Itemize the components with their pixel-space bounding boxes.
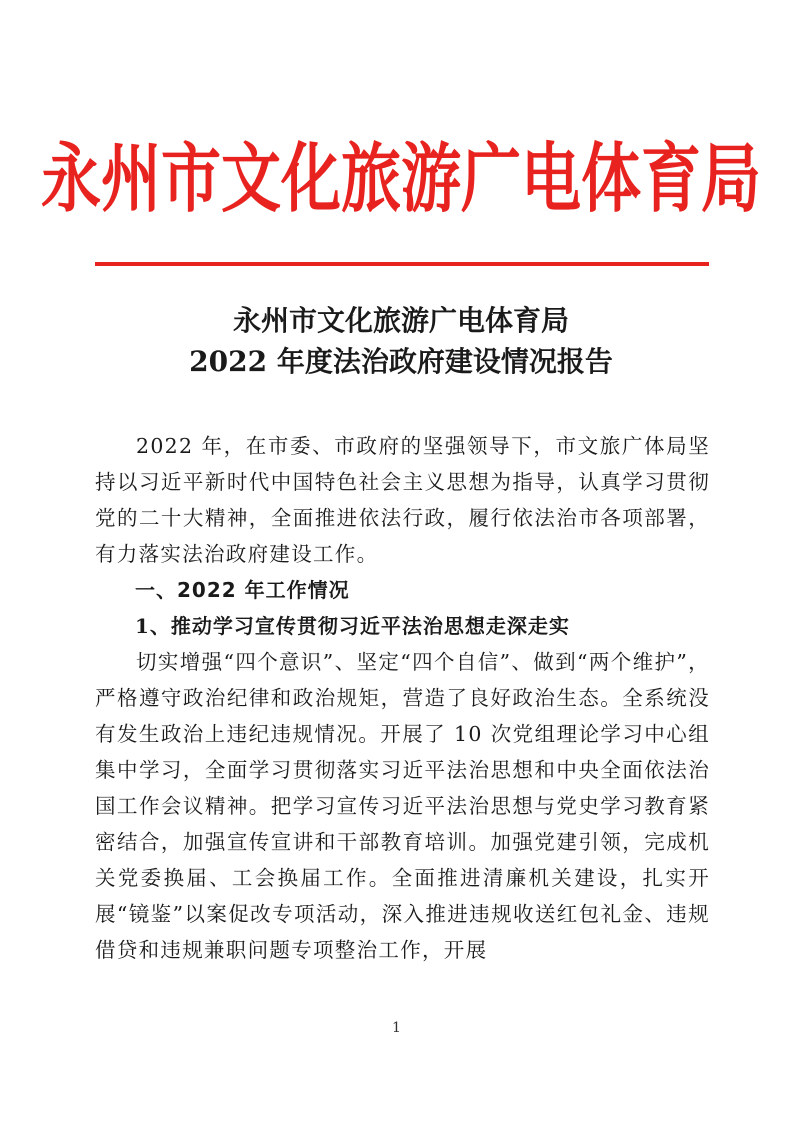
masthead-org-name (41, 118, 761, 228)
report-body (95, 428, 710, 968)
masthead-text: 永州市文化旅游广电体育局 (41, 135, 761, 223)
report-title (95, 300, 707, 382)
subsection-1-paragraph: 切实增强“四个意识”、坚定“四个自信”、做到“两个维护”，严格遵守政治纪律和政治规矩，营造了良好政治生态。全系统没有发生政治上违纪违规情况。开展了 10 次党组理论学习中心组集中学习，全面学习贯彻落实习近平法治思想和中央全面依法治国工作会议精神。把学习宣传习近平法治思想与党史学习教育紧密结合，加强宣传宣讲和干部教育培训。加强党建引领，完成机关党委换届、工会换届工作。全面推进清廉机关建设，扎实开展“镜鉴”以案促改专项活动，深入推进违规收送红包礼金、违规借贷和违规兼职问题专项整治工作，开展 (95, 650, 710, 962)
title-line-2: 2022 年度法治政府建设情况报告 (189, 345, 613, 378)
subsection-heading-1: 1、推动学习宣传贯彻习近平法治思想走深走实 (135, 614, 570, 638)
red-divider-rule (95, 262, 709, 266)
intro-paragraph: 2022 年，在市委、市政府的坚强领导下，市文旅广体局坚持以习近平新时代中国特色社会主义思想为指导，认真学习贯彻党的二十大精神，全面推进依法行政，履行依法治市各项部署，有力落实法治政府建设工作。 (95, 434, 710, 566)
section-heading-1: 一、2022 年工作情况 (135, 578, 350, 602)
page-number: 1 (392, 1020, 401, 1036)
title-line-1: 永州市文化旅游广电体育局 (232, 304, 569, 337)
